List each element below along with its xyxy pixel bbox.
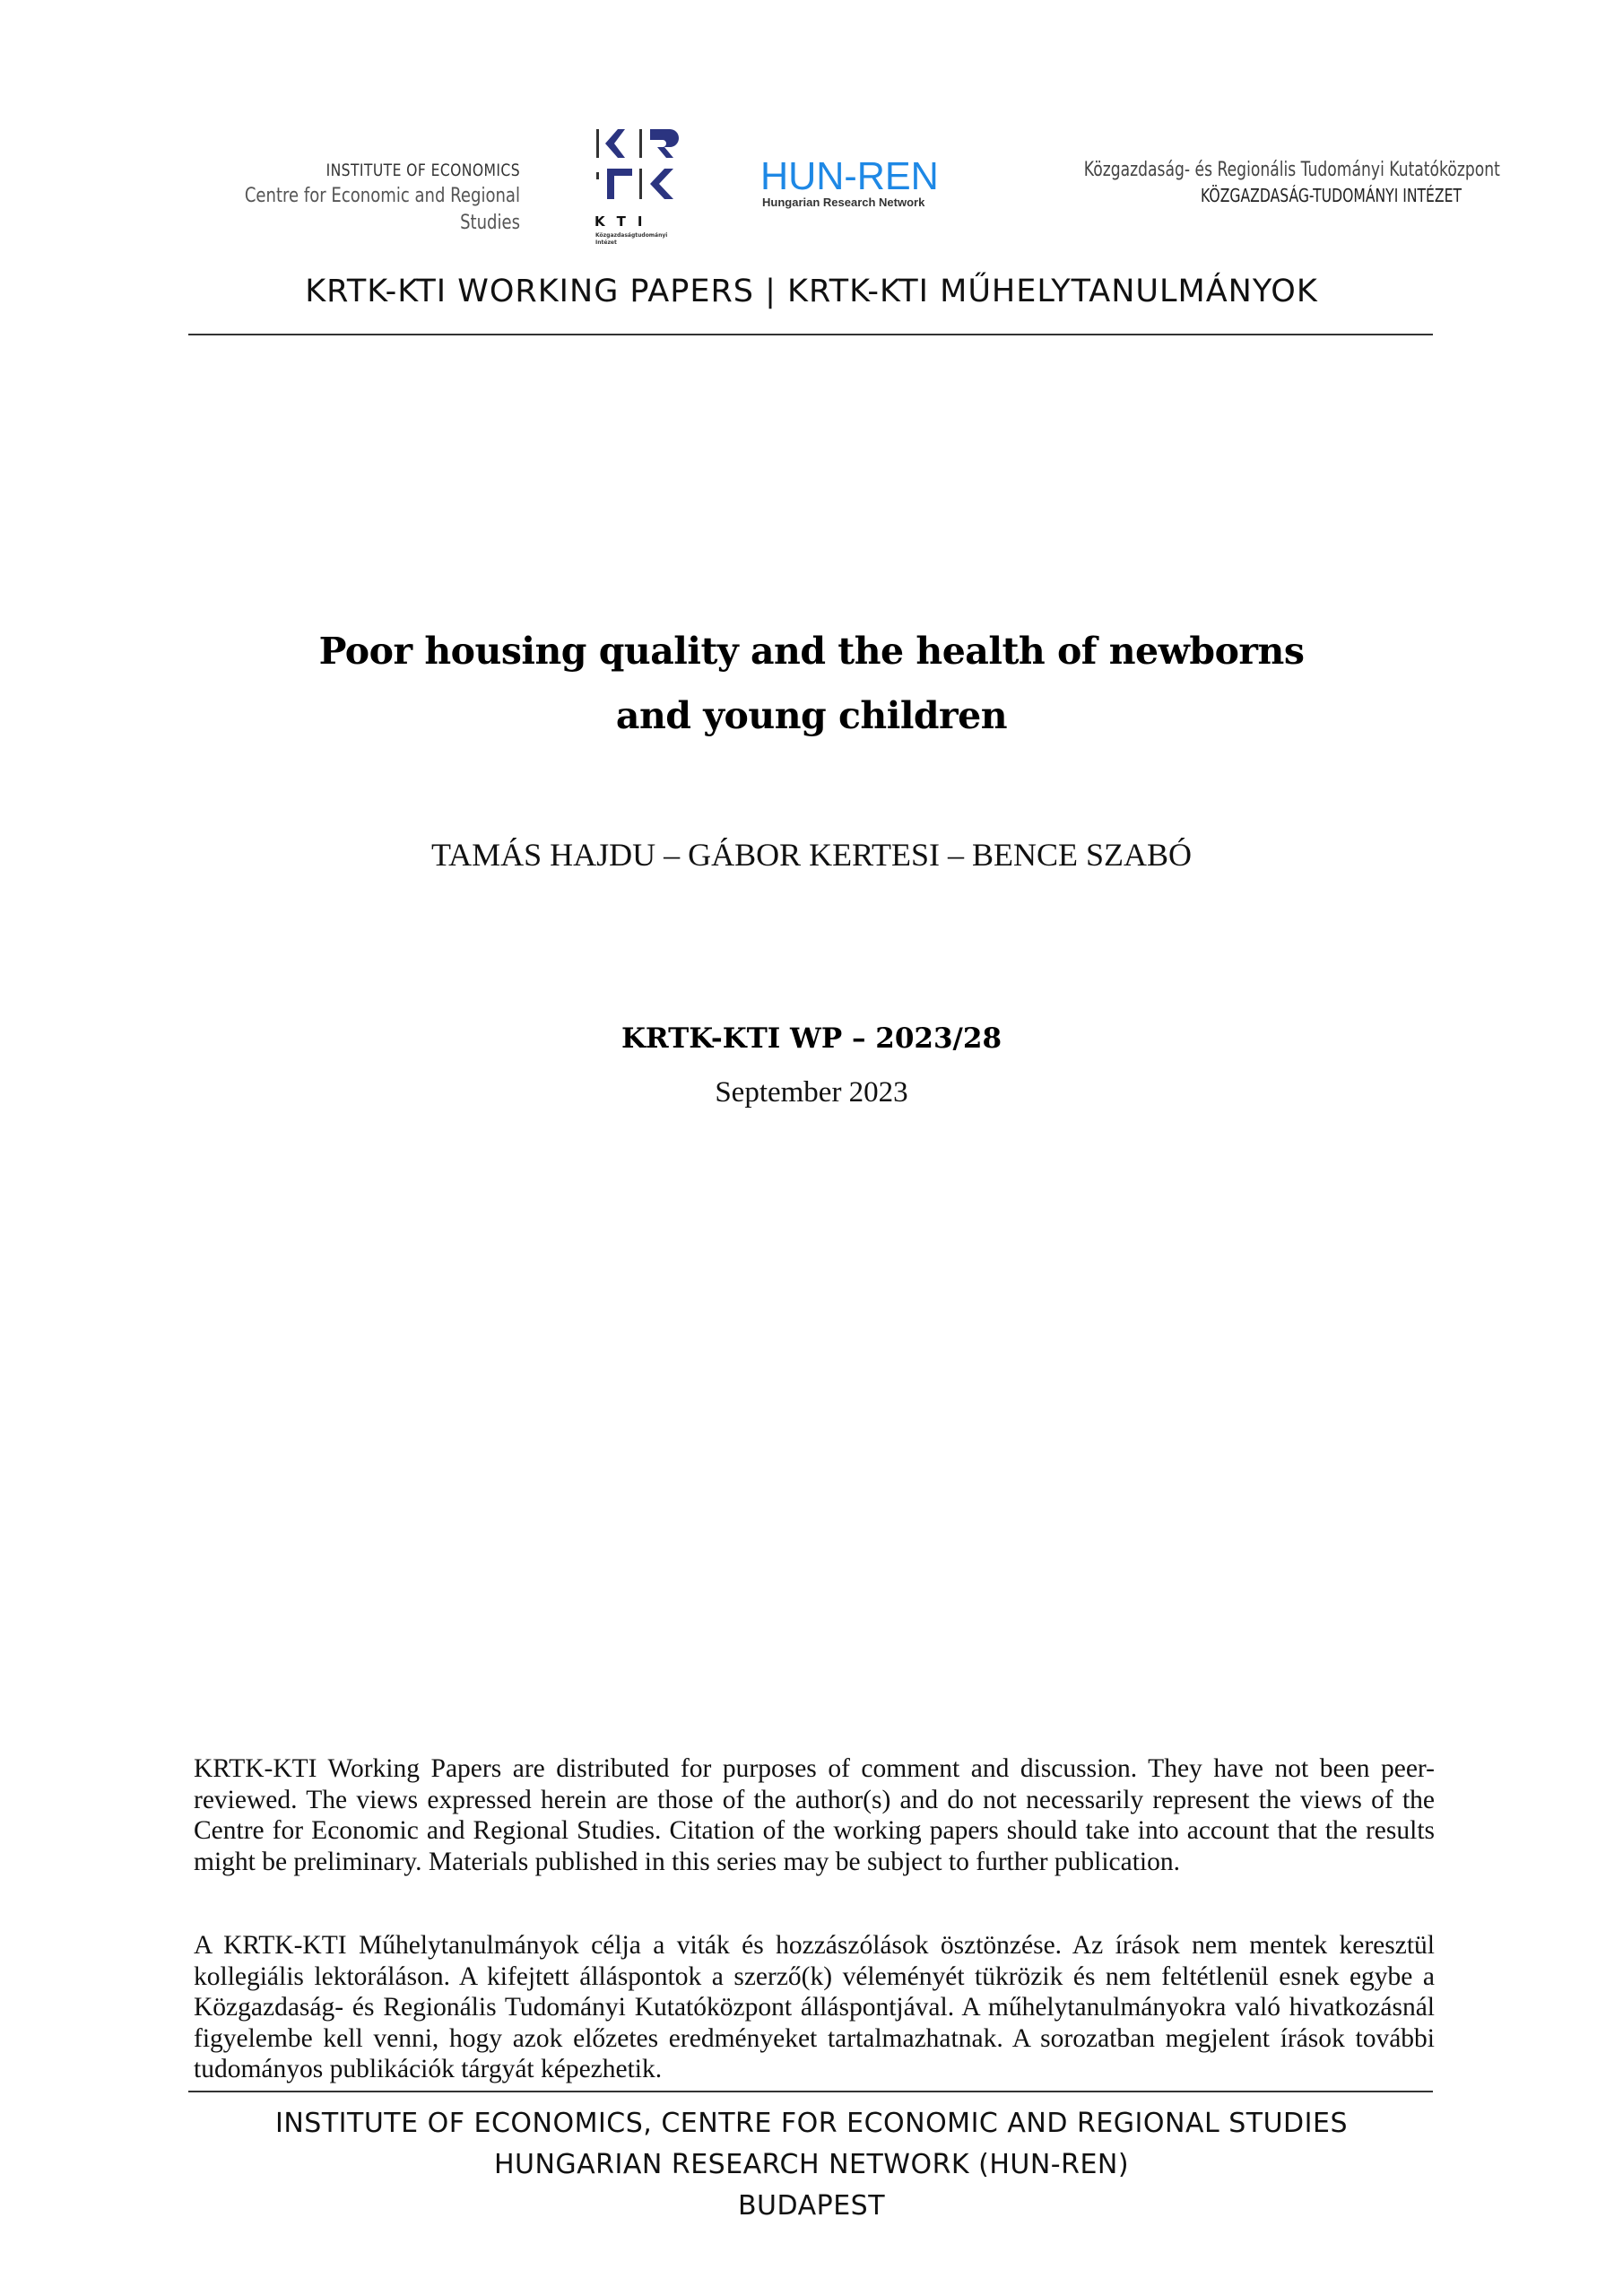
krtk-kti-logo (587, 126, 690, 251)
paper-title-line1: Poor housing quality and the health of newborns (318, 630, 1305, 673)
footer-divider (188, 2091, 1433, 2092)
institute-of-economics-logo (170, 158, 520, 237)
series-title: KRTK-KTI WORKING PAPERS | KRTK-KTI MŰHELYTANULMÁNYOK (305, 274, 1318, 309)
hun-ren-logo-name: HUN-REN (760, 154, 939, 198)
disclaimer-english: KRTK-KTI Working Papers are distributed for purposes of comment and discussion. They have not been peer-reviewed. The views expressed herein are those of the author(s) and do not necessarily represent the views of the Centre for Economic and Regional Studies. Citation of the working papers should take into account that the results might be preliminary. Materials published in this series may be subject to further publication. (194, 1754, 1435, 1876)
footer-line1: INSTITUTE OF ECONOMICS, CENTRE FOR ECONOMIC AND REGIONAL STUDIES (274, 2108, 1348, 2139)
header-divider (188, 334, 1433, 335)
paper-title-line2: and young children (615, 694, 1008, 737)
footer-line3: BUDAPEST (737, 2190, 886, 2222)
institute-logo-line1: INSTITUTE OF ECONOMICS (325, 161, 520, 180)
publication-date: September 2023 (715, 1076, 908, 1109)
disclaimer-hungarian: A KRTK-KTI Műhelytanulmányok célja a viták és hozzászólások ösztönzése. Az írások nem mentek keresztül kollegiális lektoráláson. A kifejtett álláspontok a szerző(k) véleményét tükrözik és nem feltétlenül esnek egybe a Közgazdaság- és Regionális Tudományi Kutatóközpont álláspontjával. A műhelytanulmányokra való hivatkozásnál figyelembe kell venni, hogy azok előzetes eredményeket tartalmazhatnak. A sorozatban megjelent írások további tudományos publikációk tárgyát képezhetik. (194, 1931, 1435, 2083)
krtk-logo-subtitle-line2: Intézet (595, 239, 617, 246)
paper-title (0, 619, 1623, 748)
hun-ren-logo-subtitle: Hungarian Research Network (762, 196, 925, 209)
krtk-logo-initials: KTI (595, 213, 655, 230)
hun-ren-logo (760, 154, 967, 210)
paper-authors: TAMÁS HAJDU – GÁBOR KERTESI – BENCE SZABÓ (430, 837, 1192, 873)
ktk-institute-logo (977, 158, 1500, 208)
krtk-logo-subtitle-line1: Közgazdaságtudományi (595, 232, 668, 239)
krtk-logo-mark-icon (587, 126, 690, 215)
ktk-logo-line1: Közgazdaság- és Regionális Tudományi Kutatóközpont (1083, 159, 1500, 181)
krtk-logo-subtitle (595, 232, 667, 247)
institute-logo-line2: Centre for Economic and Regional Studies (244, 185, 520, 234)
ktk-logo-line2: KÖZGAZDASÁG-TUDOMÁNYI INTÉZET (1201, 185, 1462, 206)
footer-line2: HUNGARIAN RESEARCH NETWORK (HUN-REN) (493, 2149, 1130, 2180)
working-paper-number: KRTK-KTI WP – 2023/28 (621, 1022, 1002, 1055)
publisher-footer (0, 2103, 1623, 2227)
